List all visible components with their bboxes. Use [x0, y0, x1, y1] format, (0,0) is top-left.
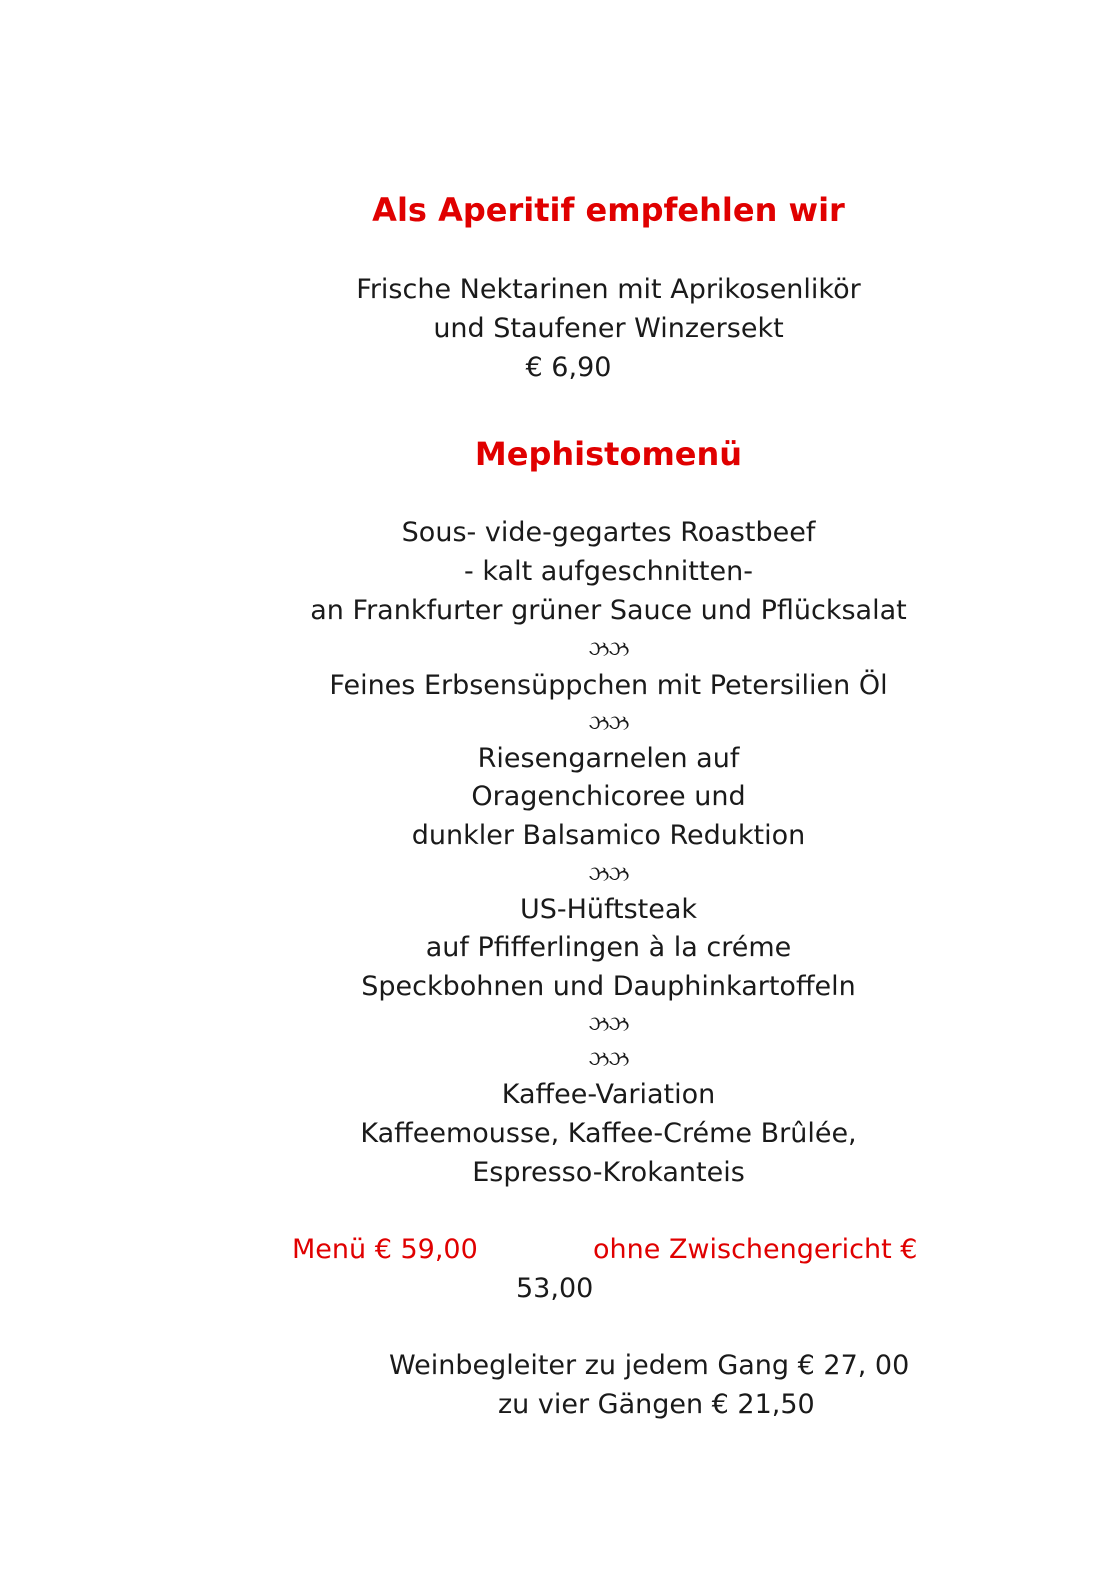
without-intermediate-label: ohne Zwischengericht €: [593, 1234, 918, 1265]
course-3-line-1: Riesengarnelen auf: [477, 743, 740, 774]
without-intermediate-price: 53,00: [516, 1273, 594, 1304]
course-separator-icon: ઝઝ: [588, 1047, 629, 1072]
course-5-line-3: Espresso-Krokanteis: [472, 1157, 745, 1188]
wine-pairing-four-courses: zu vier Gängen € 21,50: [498, 1389, 815, 1420]
course-2-line-1: Feines Erbsensüppchen mit Petersilien Öl: [329, 670, 888, 701]
course-separator-icon: ઝઝ: [588, 1012, 629, 1037]
course-1-line-2: - kalt aufgeschnitten-: [464, 556, 753, 587]
course-3-line-3: dunkler Balsamico Reduktion: [411, 820, 806, 851]
course-separator-icon: ઝઝ: [588, 711, 629, 736]
course-1-line-1: Sous- vide-gegartes Roastbeef: [401, 517, 816, 548]
course-4-line-1: US-Hüftsteak: [519, 894, 698, 925]
course-4-line-3: Speckbohnen und Dauphinkartoffeln: [361, 971, 856, 1002]
course-4-line-2: auf Pfifferlingen à la créme: [425, 932, 792, 963]
menu-price: Menü € 59,00: [292, 1234, 478, 1265]
aperitif-line-1: Frische Nektarinen mit Aprikosenlikör: [356, 274, 861, 305]
aperitif-heading: Als Aperitif empfehlen wir: [372, 191, 845, 229]
aperitif-line-2: und Staufener Winzersekt: [433, 313, 784, 344]
course-separator-icon: ઝઝ: [588, 862, 629, 887]
menu-heading: Mephistomenü: [474, 435, 743, 473]
course-1-line-3: an Frankfurter grüner Sauce und Pflücksalat: [310, 595, 907, 626]
wine-pairing-each-course: Weinbegleiter zu jedem Gang € 27, 00: [389, 1350, 910, 1381]
course-3-line-2: Oragenchicoree und: [471, 781, 746, 812]
aperitif-price: € 6,90: [525, 352, 612, 383]
course-separator-icon: ઝઝ: [588, 637, 629, 662]
course-5-line-2: Kaffeemousse, Kaffee-Créme Brûlée,: [360, 1118, 857, 1149]
course-5-line-1: Kaffee-Variation: [501, 1079, 716, 1110]
